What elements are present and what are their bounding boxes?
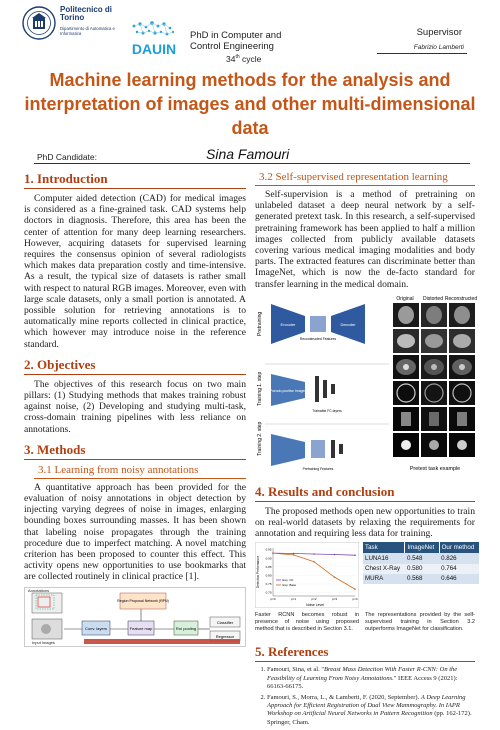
roi-pooling-label: RoI pooling	[175, 625, 197, 631]
reference-authors: Famouri, Sina, et al. "	[267, 666, 324, 674]
reference-authors: Famouri, S., Morra, L., & Lamberti, F. (2020, September).	[267, 694, 421, 702]
input-images-label: Input images	[32, 639, 55, 645]
chart-xlabel: Noise Level	[306, 603, 324, 608]
table-row	[363, 564, 479, 574]
polito-name: Politecnico di Torino	[60, 5, 113, 22]
reference-source: " IEEE Access 9 (2021): 66163-66175.	[267, 674, 458, 690]
table-cell: 0.646	[439, 574, 479, 584]
annotations-label: Annotations	[28, 587, 50, 593]
chart-caption: Faster RCNN becomes robust in presence of noise using proposed method that is described in Section 3.1.	[255, 612, 359, 632]
pretraining-pipeline-diagram	[255, 294, 391, 480]
results-header-imagenet: ImageNet	[405, 542, 439, 553]
y-tick-label: 0.70	[265, 591, 272, 596]
dauin-logo-text: DAUIN	[131, 41, 177, 57]
noise-robustness-chart	[255, 542, 359, 608]
data-point	[354, 589, 356, 591]
x-tick-label: p=1	[290, 597, 297, 602]
x-tick-label: p=0	[270, 597, 276, 602]
supervisor-name: Fabrizio Lamberti	[413, 44, 464, 51]
pretext-caption: Pretext task example	[409, 465, 461, 472]
y-tick-label: 0.85	[265, 565, 272, 570]
pseudo-images-label: Pseudo-positive Images	[269, 388, 307, 393]
cycle-suffix: th	[235, 54, 240, 61]
row-label-training-2: Training 2. step	[257, 421, 263, 456]
candidate-underline	[34, 163, 470, 164]
introduction-heading: 1. Introduction	[24, 171, 246, 189]
table-cell: 0.764	[439, 564, 479, 574]
phd-cycle	[226, 54, 261, 64]
regressor-label: Regressor	[215, 633, 235, 639]
results-table-header	[363, 542, 479, 553]
conv-layers-label: Conv. layers	[85, 625, 107, 631]
table-cell: LUNA16	[363, 553, 405, 563]
chart-ylabel: Detection Performance	[256, 556, 260, 589]
results-header-ours: Our method	[439, 542, 479, 553]
results-figures	[255, 542, 475, 638]
column-reconstructed: Reconstructed	[444, 295, 478, 302]
legend-label: Exp. Ori	[282, 578, 294, 583]
introduction-text: Computer aided detection (CAD) for medical images is considered as a fine-grained task. CAD systems help doctors in diagnosis. Therefore, this area has been the center of attention for many deep learning researchers. However, acquiring datasets for supervised learning requires the consensus opinion of several radiologists which makes data preparation costly and time-intensive. As a result, the typical size of datasets is rather small with respect to natural RGB images. Moreover, even with large scale datasets, only a small portion is annotated. A possible solution for retrieving annotations is to automatically mine reports collected in clinical practice, which however may introduce noise in the reference standard.	[24, 193, 246, 350]
candidate-name: Sina Famouri	[206, 146, 290, 162]
faster-rcnn-diagram	[24, 587, 246, 647]
encoder-step2-block	[271, 434, 305, 466]
references-list	[255, 666, 475, 726]
data-point	[313, 554, 315, 556]
pretext-example-grid	[393, 294, 477, 480]
candidate-label: PhD Candidate:	[37, 152, 98, 162]
column-distorted: Distorted	[422, 295, 444, 302]
annotation-sample	[32, 593, 62, 613]
row-label-pretraining: Pretraining	[257, 311, 263, 336]
table-cell: 0.826	[439, 553, 479, 563]
reference-item	[267, 666, 475, 691]
data-point	[272, 553, 274, 555]
data-point	[313, 561, 315, 563]
table-caption: The representations provided by the self-supervised training in Section 3.2 outperforms ImageNet for classification.	[365, 612, 475, 632]
data-point	[334, 554, 336, 556]
legend-label: Exp. Base	[282, 583, 297, 588]
results-header-task: Task	[363, 542, 405, 553]
self-supervised-text: Self-supervision is a method of pretraining on unlabeled dataset a deep neural network by a self-generated pretext task. In this research, a self-supervised pretraining framework has been applied to half a million images collected from publicly available datasets covering various medical imaging modalities and body parts. The extracted features can discriminate better than ImageNet, which is now the de-facto standard for transfer learning in the medical domain.	[255, 189, 475, 290]
references-heading: 5. References	[255, 644, 475, 662]
pretext-example-images	[393, 303, 475, 457]
noisy-annotations-text: A quantitative approach has been provided for the evaluation of noisy annotations in object detection by injecting varying degrees of noise in images, enlarging bounding boxes surrounding masses. It has been shown that labeling noise propagates through the training procedure due to imperfect matching. A novel matching criterion has been proposed to counter this effect. This activity opens new opportunities to use bookmarks that are collected routinely in clinical practice [1].	[24, 481, 246, 583]
supervisor-underline	[377, 53, 467, 54]
results-table	[363, 542, 479, 584]
polito-logo	[22, 4, 120, 52]
trainable-layers-label: Trainable FC layers	[312, 408, 342, 413]
pretraining-features-label: Pretraining Features	[302, 466, 334, 471]
x-tick-label: p=2	[311, 597, 317, 602]
data-point	[293, 554, 295, 556]
data-point	[293, 553, 295, 555]
poster-title: Machine learning methods for the analysis and interpretation of images and other multi-dimensional data	[24, 70, 476, 138]
objectives-text: The objectives of this research focus on two main pillars: (1) Studying methods that makes training robust against noise, (2) Developing and studying multi-task, cross-domain training pipelines with less reliance on annotations.	[24, 378, 246, 435]
table-cell: Chest X-Ray	[363, 564, 405, 574]
polito-crest-icon	[22, 6, 56, 40]
supervisor-label: Supervisor	[416, 27, 462, 38]
results-heading: 4. Results and conclusion	[255, 484, 475, 502]
encoder-label: Encoder	[280, 321, 296, 327]
row-label-training-1: Training 1. step	[257, 371, 263, 406]
noisy-annotations-heading: 3.1 Learning from noisy annotations	[34, 464, 246, 479]
table-cell: MURA	[363, 574, 405, 584]
cycle-number: 34	[226, 54, 236, 64]
rpn-label: Region Proposal Network (RPN)	[117, 598, 169, 603]
decoder-label: Decoder	[340, 321, 356, 327]
phd-program-title: PhD in Computer and Control Engineering	[190, 30, 282, 52]
column-original: Original	[396, 295, 414, 302]
table-cell: 0.580	[405, 564, 439, 574]
reference-title: Breast Mass Detection With Faster R-CNN: On the Feasibility of Learning From Noisy Annotations.	[267, 666, 458, 682]
dauin-logo	[126, 20, 182, 60]
table-row	[363, 553, 479, 563]
reconstructed-features-block	[310, 316, 326, 332]
table-cell: 0.548	[405, 553, 439, 563]
y-tick-label: 0.90	[265, 556, 272, 561]
objectives-heading: 2. Objectives	[24, 357, 246, 375]
reconstructed-features-label: Reconstructed Features	[299, 336, 337, 341]
right-column	[255, 171, 478, 730]
table-row	[363, 574, 479, 584]
y-tick-label: 0.80	[265, 573, 272, 578]
cycle-word: cycle	[242, 54, 262, 64]
pretext-figure	[255, 294, 478, 484]
data-point	[354, 555, 356, 557]
left-column	[24, 171, 246, 647]
reference-source: (pp. 162-172). Springer, Cham.	[267, 710, 472, 726]
feature-map-label: Feature map	[129, 625, 153, 631]
data-point	[334, 577, 336, 579]
x-tick-label: p=3	[331, 597, 338, 602]
y-tick-label: 0.95	[265, 548, 272, 553]
reference-title: A Deep Learning Approach for Efficient Registration of Dual View Mammography. In IAPR Workshop on Artificial Neural Networks in Pattern Recognition	[267, 694, 466, 718]
x-tick-label: p=4	[352, 597, 358, 602]
classifier-label: Classifier	[216, 619, 234, 625]
reference-item	[267, 694, 475, 727]
self-supervised-heading: 3.2 Self-supervised representation learning	[255, 171, 475, 186]
polito-department: Dipartimento di Automatica e Informatica	[60, 26, 115, 36]
y-tick-label: 0.75	[265, 582, 272, 587]
poster-header	[0, 0, 500, 66]
results-text: The proposed methods open new opportunities to train on real-world datasets by relaxing the requirements for annotation and requiring less data for training.	[255, 505, 475, 540]
methods-heading: 3. Methods	[24, 442, 246, 460]
table-cell: 0.568	[405, 574, 439, 584]
